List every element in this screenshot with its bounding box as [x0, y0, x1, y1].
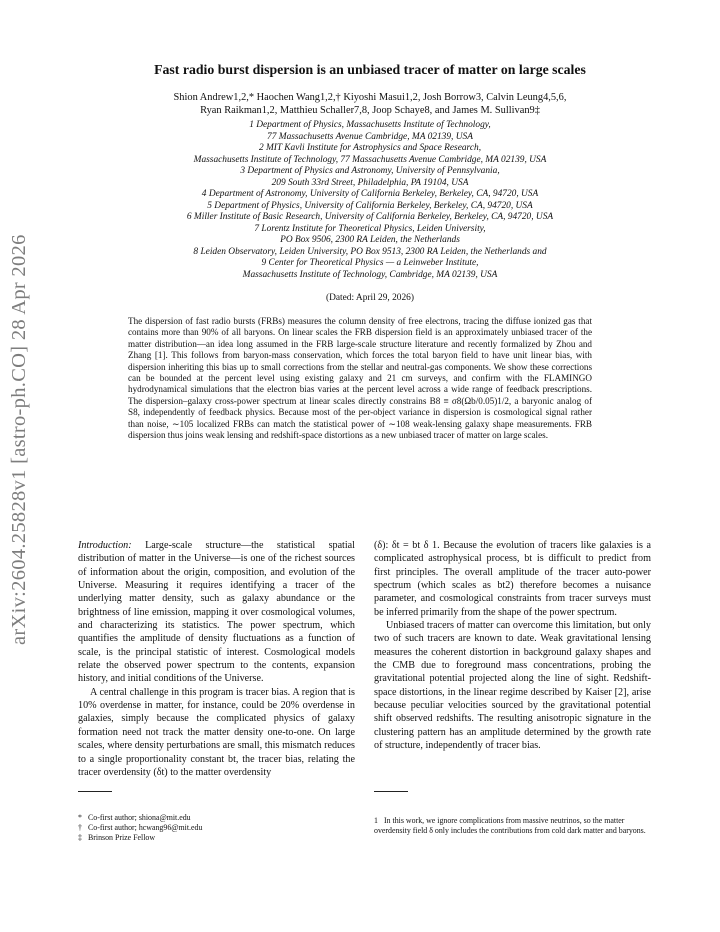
section-lead: Introduction: [78, 540, 132, 551]
arxiv-stamp[interactable]: arXiv:2604.25828v1 [astro-ph.CO] 28 Apr 2026 [8, 234, 30, 645]
paragraph-text: Large-scale structure—the statistical spatial distribution of matter in the Universe—is one of the richest sources of information about the origin, composition, and evolution of the Universe. Measuring it requires identifying a tracer of the underlying matter density, such as galaxy abundance or the brightness of line emission, mapping it over cosmological volumes, and characterizing its statistics. The power spectrum, which quantifies the amplitude of density fluctuations as a function of scale, is the principal statistic of interest. Cosmological models relate the observed power spectrum to the contents, expansion history, and initial conditions of the Universe. [78, 540, 355, 685]
affiliation-line: 3 Department of Physics and Astronomy, University of Pennsylvania, [240, 166, 500, 176]
affiliation-line: Massachusetts Institute of Technology, Cambridge, MA 02139, USA [242, 269, 498, 280]
intro-paragraph-3: (δ): δt = bt δ 1. Because the evolution of tracers like galaxies is a complicated astrophysical process, bt is difficult to predict from first principles. The overall amplitude of the tracer auto-power spectrum (which scales as bt2) therefore becomes a nuisance parameter, and cosmological constraints from tracer surveys must be inferred primarily from the shape of the power spectrum. [374, 540, 651, 618]
affiliation-line: 77 Massachusetts Avenue Cambridge, MA 02139, USA [267, 131, 473, 142]
footnote-item [78, 833, 355, 843]
body-column-left [78, 539, 355, 779]
intro-paragraph-1 [78, 539, 355, 686]
intro-paragraph-4: Unbiased tracers of matter can overcome this limitation, but only two of such tracers are known to date. Weak gravitational lensing measures the coherent distortion in background galaxy shapes and the CMB due to foreground mass concentrations, probing the gravitational potential projected along the line of sight. Redshift-space distortions, in the linear regime described by Kaiser [2], arise because peculiar velocities sourced by the gravitational potential shift observed redshifts. The resulting anisotropic signature in the clustering pattern has an amplitude determined by the growth rate of structure, independently of tracer bias. [374, 620, 651, 752]
affiliation-line: 7 Lorentz Institute for Theoretical Physics, Leiden University, [254, 223, 486, 234]
footnote-mark: 1 [374, 816, 378, 825]
author-line-2: Ryan Raikman1,2, Matthieu Schaller7,8, Joop Schaye8, and James M. Sullivan9‡ [200, 105, 540, 117]
body-column-right [374, 539, 651, 753]
author-list [80, 91, 660, 118]
affiliation-line: 209 South 33rd Street, Philadelphia, PA 19104, USA [271, 177, 469, 188]
affiliation-line: PO Box 9506, 2300 RA Leiden, the Netherlands [280, 235, 460, 245]
footnote-text: Brinson Prize Fellow [88, 833, 156, 842]
author-line-1: Shion Andrew1,2,* Haochen Wang1,2,† Kiyoshi Masui1,2, Josh Borrow3, Calvin Leung4,5,6, [173, 92, 567, 103]
footnote-item [78, 823, 355, 833]
affiliation-line: 4 Department of Astronomy, University of California Berkeley, Berkeley, CA, 94720, USA [201, 189, 539, 199]
footnote-text: In this work, we ignore complications from massive neutrinos, so the matter overdensity field δ only includes the contributions from cold dark matter and baryons. [374, 816, 646, 835]
footnote-mark: * [78, 813, 82, 822]
affiliation-line: 1 Department of Physics, Massachusetts Institute of Technology, [249, 120, 491, 130]
text-footnote [374, 816, 651, 836]
date-line: (Dated: April 29, 2026) [325, 293, 414, 303]
footnote-text[interactable]: Co-first author; shiona@mit.edu [88, 813, 191, 822]
abstract: The dispersion of fast radio bursts (FRBs) measures the column density of free electrons, tracing the diffuse ionized gas that contains more than 90% of all baryons. On linear scales the FRB dispersion field is an approximately unbiased tracer of the matter distribution—an idea long assumed in the FRB large-scale structure literature and recently formalized by Zhou and Zhang [1]. This follows from baryon-mass conservation, which forces the total baryon field to have unit linear bias, with dispersion inheriting this bias up to small corrections from the stellar and neutral-gas components. We show these corrections can be bounded at the percent level using existing galaxy and 21 cm surveys, and confirm with the FLAMINGO hydrodynamical simulations that the electron bias varies at the percent level across a wide range of feedback prescriptions. The dispersion–galaxy cross-power spectrum at linear scales directly constrains B8 ≡ σ8(Ωb/0.05)1/2, a baryonic analog of S8, independently of feedback physics. Because most of the per-object variance in dispersion is cosmological signal rather than noise, ∼105 localized FRBs can match the statistical power of ∼108 weak-lensing galaxy shape measurements. FRB dispersion thus joins weak lensing and redshift-space distortions as a new unbiased tracer of matter on large scales. [128, 316, 592, 441]
affiliation-line: 6 Miller Institute of Basic Research, University of California Berkeley, Berkeley, CA, 94720, USA [186, 212, 554, 222]
affiliation-line: 8 Leiden Observatory, Leiden University, PO Box 9513, 2300 RA Leiden, the Netherlands and [193, 246, 547, 257]
footnote-text[interactable]: Co-first author; hcwang96@mit.edu [88, 823, 203, 832]
footnote-mark: ‡ [78, 833, 82, 842]
affiliation-line: Massachusetts Institute of Technology, 77 Massachusetts Avenue Cambridge, MA 02139, USA [193, 154, 547, 165]
affiliation-list [80, 120, 660, 281]
affiliation-line: 5 Department of Physics, University of California Berkeley, Berkeley, CA, 94720, USA [207, 200, 533, 211]
footnote-divider [78, 791, 112, 792]
affiliation-line: 2 MIT Kavli Institute for Astrophysics and Space Research, [258, 143, 482, 153]
footnote-item [78, 813, 355, 823]
footnote-mark: † [78, 823, 82, 832]
footnote-divider [374, 791, 408, 792]
affiliation-line: 9 Center for Theoretical Physics — a Leinweber Institute, [261, 258, 479, 268]
intro-paragraph-2: A central challenge in this program is tracer bias. A region that is 10% overdense in matter, for instance, could be 20% overdense in galaxies, simply because the complicated physics of galaxy formation need not track the matter density one-to-one. On large scales, where density perturbations are small, this mismatch reduces to a single proportionality constant bt, the tracer bias, relating the tracer overdensity (δt) to the matter overdensity [78, 686, 355, 778]
paper-title: Fast radio burst dispersion is an unbiased tracer of matter on large scales [154, 62, 586, 77]
author-footnotes [78, 813, 355, 843]
